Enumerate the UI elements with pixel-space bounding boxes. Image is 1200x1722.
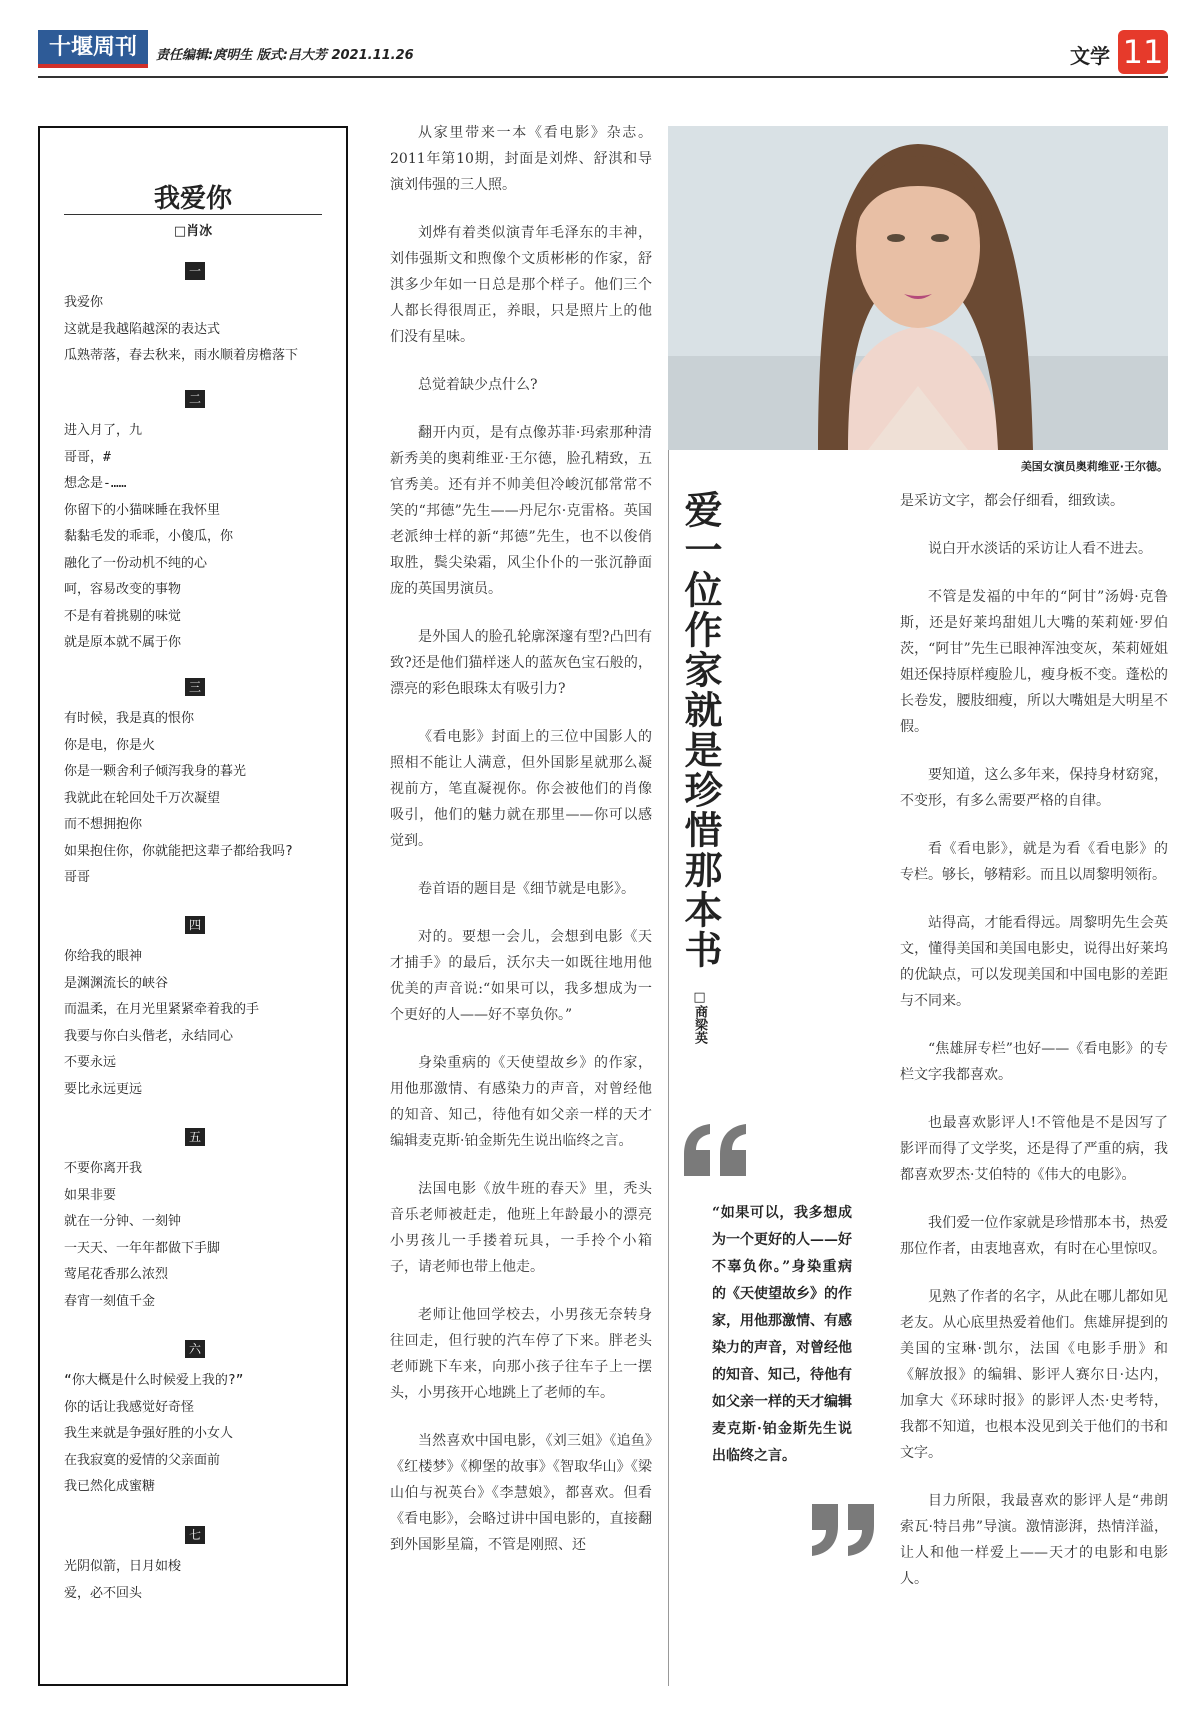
poem-line: 一天天、一年年都做下手脚: [64, 1240, 221, 1256]
article-paragraph: 说白开水淡话的采访让人看不进去。: [928, 541, 1152, 557]
poem-line: 爱，必不回头: [64, 1585, 143, 1601]
article-paragraph: 卷首语的题目是《细节就是电影》。: [418, 881, 635, 897]
portrait-illustration: [668, 126, 1168, 450]
article-paragraph: 看《看电影》，就是为看《看电影》的专栏。够长，够精彩。而且以周黎明领衔。: [900, 841, 1168, 883]
article-title: 爱一位作家就是珍惜那本书: [678, 490, 723, 970]
poem-line: 我生来就是争强好胜的小女人: [64, 1426, 234, 1441]
poem-box: [38, 126, 348, 1686]
poem-line: 我已然化成蜜糖: [64, 1479, 156, 1494]
article-paragraph: 是采访文字，都会仔细看，细致读。: [900, 493, 1124, 509]
article-paragraph: 对的。要想一会儿，会想到电影《天才捕手》的最后，沃尔夫一如既往地用他优美的声音说:“如果可以，我多想成为一个更好的人——好不辜负你。”: [390, 929, 652, 1023]
poem-line: 不要永远: [64, 1055, 117, 1070]
article-column-2: [900, 488, 1168, 1698]
article-paragraph: 是外国人的脸孔轮廓深邃有型?凸凹有致?还是他们猫样迷人的蓝灰色宝石般的，漂亮的彩色眼珠太有吸引力?: [390, 629, 652, 697]
poem-line: 你的话让我感觉好奇怪: [64, 1399, 195, 1415]
poem-line: 就在一分钟、一刻钟: [64, 1214, 182, 1229]
poem-line: 而温柔，在月光里紧紧牵着我的手: [64, 1002, 260, 1017]
poem-line: 你是电，你是火: [64, 737, 156, 753]
article-paragraph: 见熟了作者的名字，从此在哪儿都如见老友。从心底里热爱着他们。焦雄屏提到的美国的宝琳·凯尔，法国《电影手册》和《解放报》的编辑、影评人赛尔日·达内，加拿大《环球时报》的影评人杰·史考特，我都不知道，也根本没见到关于他们的书和文字。: [900, 1289, 1168, 1461]
stanza-number: 三: [185, 678, 205, 696]
poem-line: 如果抱住你，你就能把这辈子都给我吗?: [64, 843, 293, 859]
stanza-number: 二: [185, 390, 205, 408]
article-paragraph: 翻开内页，是有点像苏菲·玛索那种清新秀美的奥莉维亚·王尔德，脸孔精致，五官秀美。还有并不帅美但冷峻沉郁常常不笑的“邦德”先生——丹尼尔·克雷格。英国老派绅士样的新“邦德”先生，也不以俊俏取胜，鬓尖染霜，风尘仆仆的一张沉静面庞的英国男演员。: [390, 425, 652, 597]
page-number: 11: [1118, 30, 1168, 74]
poem-stanza: [64, 390, 326, 657]
article-paragraph: 不管是发福的中年的“阿甘”汤姆·克鲁斯，还是好莱坞甜姐儿大嘴的茱莉娅·罗伯茨，“阿甘”先生已眼神浑浊变灰，茱莉娅姐姐还保持原样瘦脸儿，瘦身板不变。蓬松的长卷发，腰肢细瘦，所以大嘴姐是大明星不假。: [900, 589, 1168, 735]
article-paragraph: 身染重病的《天使望故乡》的作家，用他那激情、有感染力的声音，对曾经他的知音、知己，待他有如父亲一样的天才编辑麦克斯·铂金斯先生说出临终之言。: [390, 1055, 652, 1149]
poem-line: 哥哥，#: [64, 449, 111, 465]
article-paragraph: 也最喜欢影评人!不管他是不是因写了影评而得了文学奖，还是得了严重的病，我都喜欢罗杰·艾伯特的《伟大的电影》。: [900, 1115, 1168, 1183]
masthead: [38, 30, 1168, 74]
poem-line: 有时候，我是真的恨你: [64, 711, 195, 726]
poem-stanza: [64, 916, 326, 1103]
stanza-number: 一: [185, 262, 205, 280]
poem-line: 融化了一份动机不纯的心: [64, 555, 208, 571]
actress-photo: [668, 126, 1168, 450]
poem-line: 莺尾花香那么浓烈: [64, 1267, 169, 1282]
poem-line: 想念是-……: [64, 476, 127, 491]
poem-line: 你是一颗舍利子倾泻我身的暮光: [64, 764, 247, 779]
article-author: □商梁英: [692, 990, 707, 1044]
poem-line: 这就是我越陷越深的表达式: [64, 321, 221, 337]
poem-line: 光阴似箭，日月如梭: [64, 1559, 182, 1574]
poem-line: 要比永远更远: [64, 1081, 143, 1097]
article-paragraph: 刘烨有着类似演青年毛泽东的丰神，刘伟强斯文和煦像个文质彬彬的作家，舒淇多少年如一日总是那个样子。他们三个人都长得很周正，养眼，只是照片上的他们没有星味。: [390, 225, 652, 345]
article-paragraph: 法国电影《放牛班的春天》里，秃头音乐老师被赶走，他班上年龄最小的漂亮小男孩儿一手搂着玩具，一手拎个小箱子，请老师也带上他走。: [390, 1181, 652, 1275]
pull-quote: “如果可以，我多想成为一个更好的人——好不辜负你。”身染重病的《天使望故乡》的作家，用他那激情、有感染力的声音，对曾经他的知音、知己，待他有如父亲一样的天才编辑麦克斯·铂金斯先生说出临终之言。: [712, 1205, 852, 1464]
poem-line: 你给我的眼神: [64, 949, 143, 964]
article-paragraph: 《看电影》封面上的三位中国影人的照相不能让人满意，但外国影星就那么凝视前方，笔直凝视你。你会被他们的肖像吸引，他们的魅力就在那里——你可以感觉到。: [390, 729, 652, 849]
poem-line: 瓜熟蒂落，春去秋来，雨水顺着房檐落下: [64, 348, 299, 363]
poem-line: 不要你离开我: [64, 1161, 143, 1176]
article-paragraph: 目力所限，我最喜欢的影评人是“弗朗索瓦·特吕弗”导演。激情澎湃，热情洋溢，让人和他一样爱上——天才的电影和电影人。: [900, 1493, 1168, 1587]
article-paragraph: “焦雄屏专栏”也好——《看电影》的专栏文字我都喜欢。: [900, 1041, 1168, 1083]
article-paragraph: 总觉着缺少点什么?: [418, 377, 538, 393]
stanza-number: 七: [185, 1526, 205, 1544]
poem-line: 我爱你: [64, 295, 104, 310]
poem-line: 我要与你白头偕老，永结同心: [64, 1028, 234, 1044]
poem-author: □肖冰: [173, 224, 213, 239]
stanza-number: 五: [185, 1128, 205, 1146]
article-paragraph: 要知道，这么多年来，保持身材窈窕，不变形，有多么需要严格的自律。: [900, 767, 1168, 809]
edition-meta: 责任编辑:庹明生 版式:吕大芳 2021.11.26: [156, 48, 414, 63]
poem-line: 黏黏毛发的乖乖，小傻瓜，你: [64, 529, 234, 544]
article-paragraph: 我们爱一位作家就是珍惜那本书，热爱那位作者，由衷地喜欢，有时在心里惊叹。: [900, 1215, 1168, 1257]
poem-line: “你大概是什么时候爱上我的?”: [64, 1373, 244, 1388]
poem-line: 进入月了，九: [64, 423, 143, 438]
poem-line: 哥哥: [64, 870, 91, 885]
photo-caption: 美国女演员奥莉维亚·王尔德。: [1020, 460, 1168, 473]
article-paragraph: 当然喜欢中国电影，《刘三姐》《追鱼》《红楼梦》《柳堡的故事》《智取华山》《梁山伯与祝英台》《李慧娘》，都喜欢。但看《看电影》，会略过讲中国电影的，直接翻到外国影星篇，不管是刚照、还: [390, 1433, 652, 1553]
poem-title-rule: [64, 214, 322, 215]
article-paragraph: 从家里带来一本《看电影》杂志。2011年第10期，封面是刘烨、舒淇和导演刘伟强的三人照。: [390, 125, 652, 193]
poem-line: 是渊渊流长的峡谷: [64, 975, 169, 991]
poem-line: 不是有着挑剔的味觉: [64, 608, 182, 624]
poem-line: 在我寂寞的爱情的父亲面前: [64, 1452, 221, 1468]
poem-line: 我就此在轮回处千万次凝望: [64, 790, 221, 806]
poem-stanza: [64, 678, 326, 892]
poem-stanza: [64, 1340, 326, 1501]
stanza-number: 六: [185, 1340, 205, 1358]
stanza-number: 四: [185, 916, 205, 934]
newspaper-logo: 十堰周刊: [38, 30, 148, 68]
open-quote-icon: [680, 1120, 752, 1180]
close-quote-icon: [808, 1500, 880, 1560]
poem-line: 就是原本就不属于你: [64, 635, 182, 650]
poem-stanza: [64, 262, 326, 370]
poem-title: 我爱你: [153, 184, 232, 214]
poem-stanza: [64, 1128, 326, 1315]
article-paragraph: 站得高，才能看得远。周黎明先生会英文，懂得美国和美国电影史，说得出好莱坞的优缺点，可以发现美国和中国电影的差距与不同来。: [900, 915, 1168, 1009]
section-label: 文学: [1070, 44, 1110, 68]
poem-line: 呵，容易改变的事物: [64, 582, 182, 597]
poem-line: 而不想拥抱你: [64, 817, 143, 832]
header-rule: [38, 76, 1168, 78]
article-paragraph: 老师让他回学校去，小男孩无奈转身往回走，但行驶的汽车停了下来。胖老头老师跳下车来，向那小孩子往车子上一摆头，小男孩开心地跳上了老师的车。: [390, 1307, 652, 1401]
poem-line: 如果非要: [64, 1187, 117, 1203]
poem-line: 你留下的小猫咪睡在我怀里: [64, 502, 221, 518]
poem-line: 春宵一刻值千金: [64, 1293, 156, 1309]
poem-stanza: [64, 1526, 326, 1607]
article-column-1: [390, 120, 652, 1700]
